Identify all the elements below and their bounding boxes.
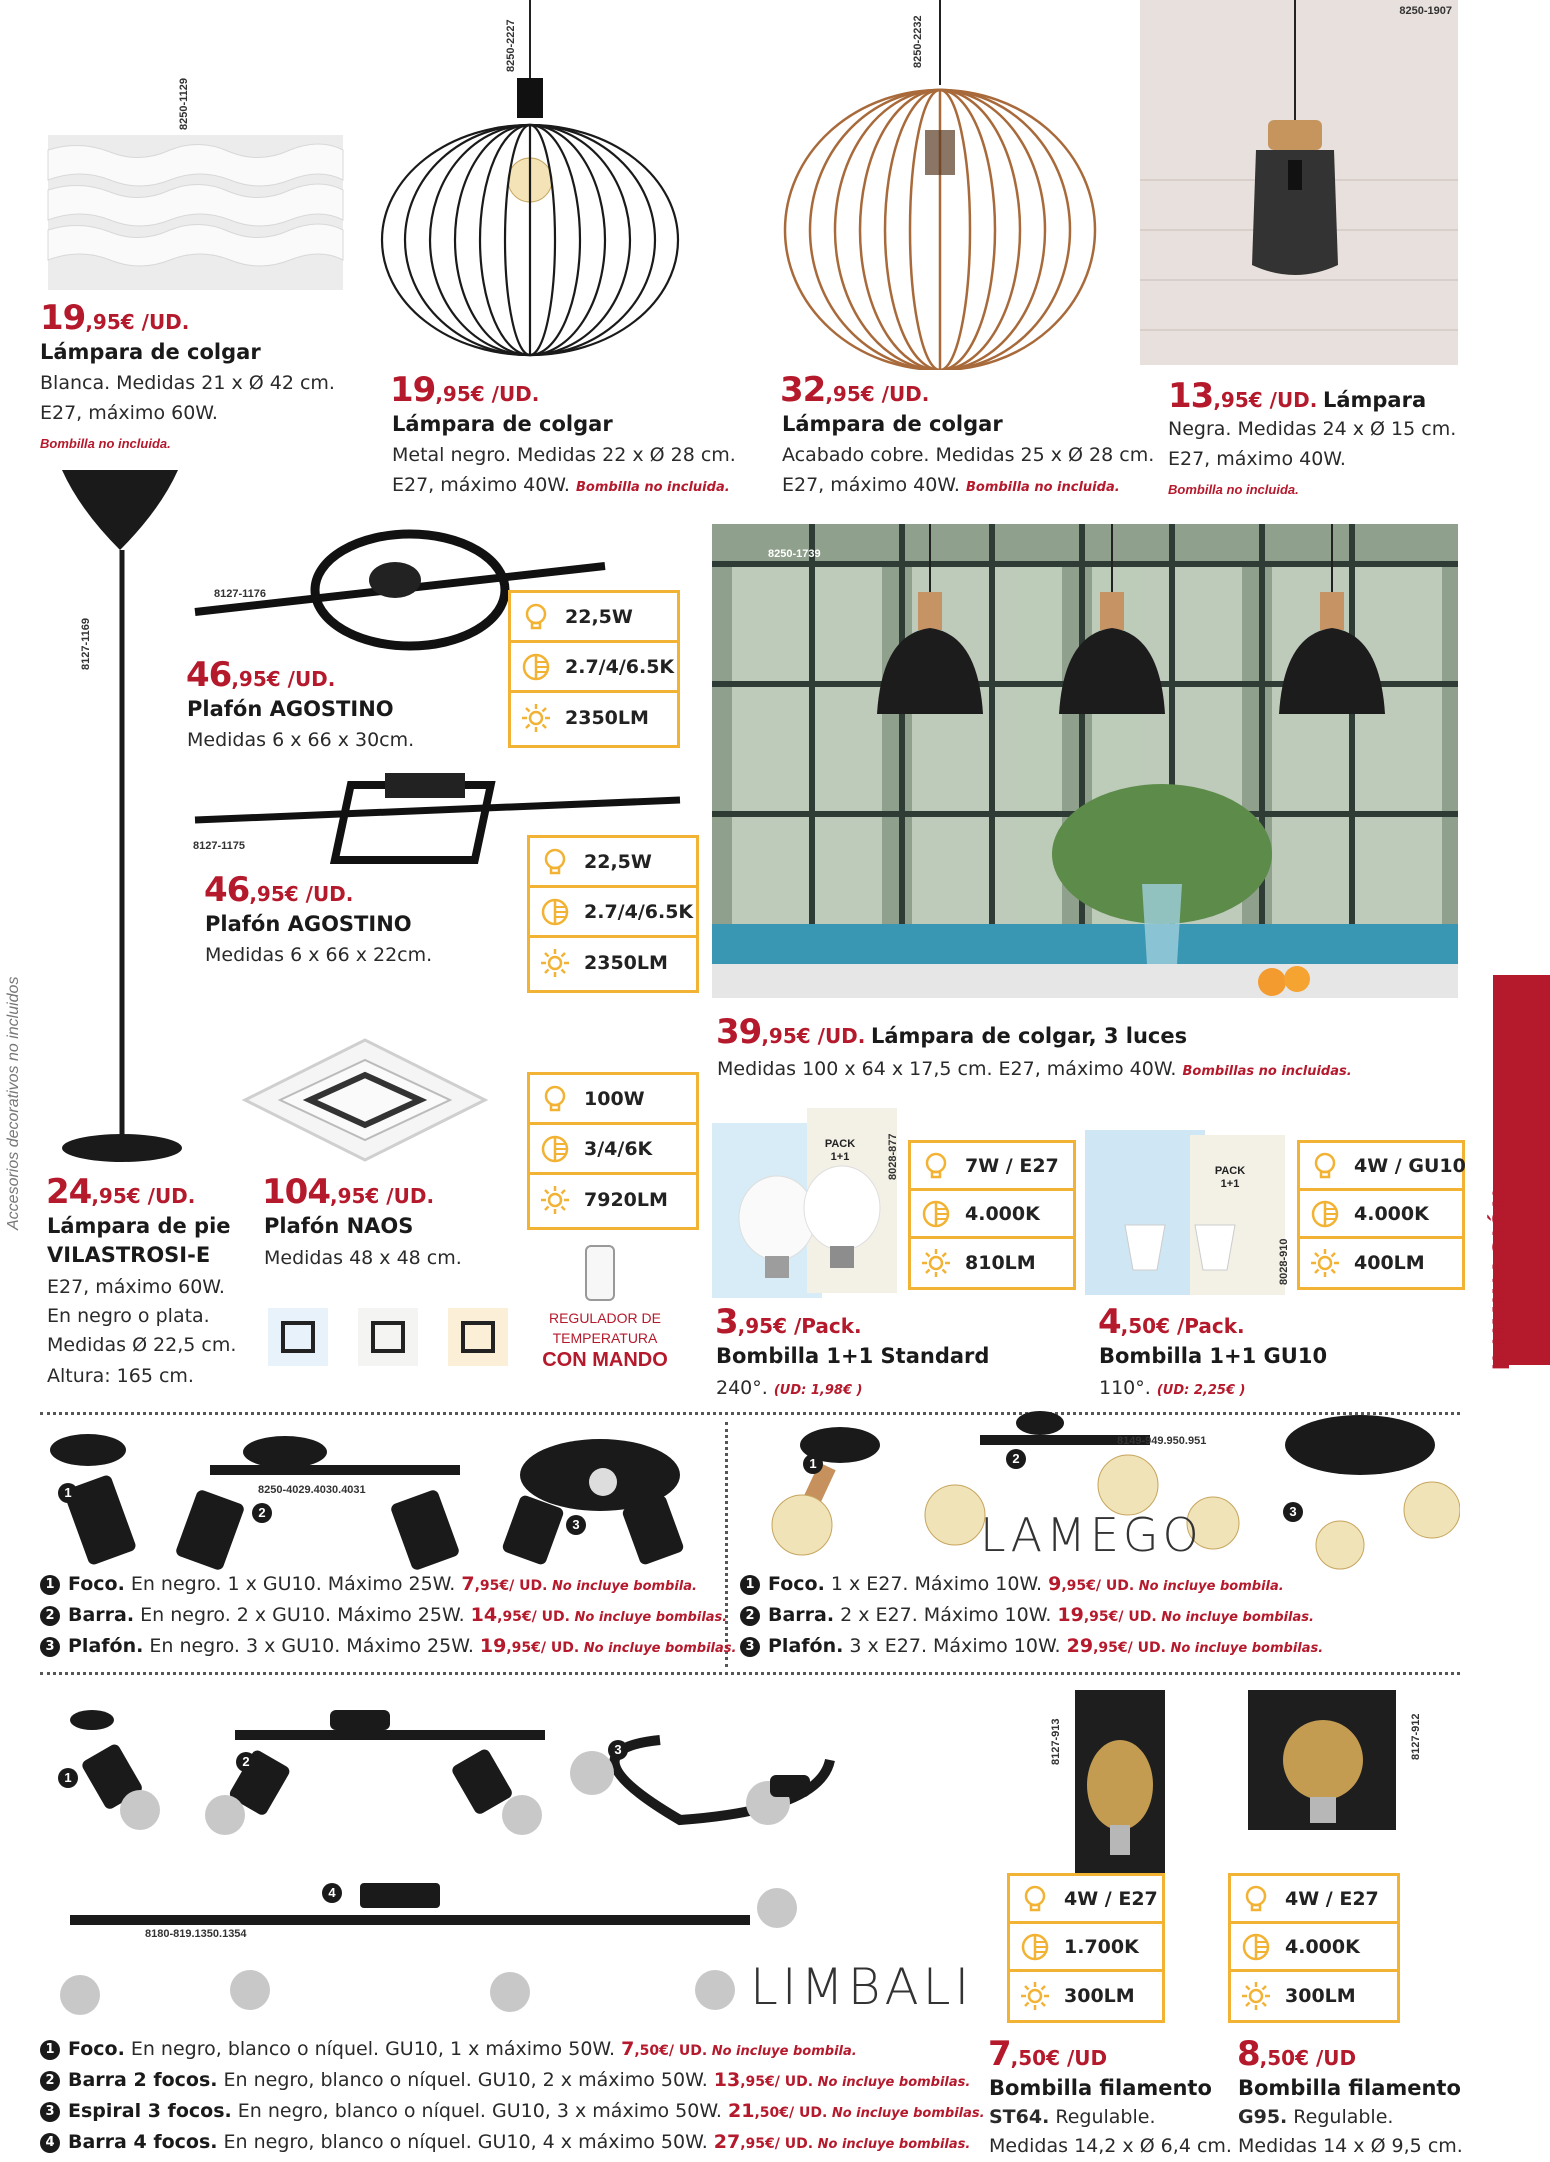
bulb-icon — [521, 602, 551, 632]
temperature-icon — [921, 1199, 951, 1229]
spec-kelvin: 2.7/4/6.5K — [584, 900, 694, 923]
white-pendant-image — [40, 130, 350, 295]
spec-kelvin: 1.700K — [1064, 1935, 1139, 1958]
remote-icon — [585, 1245, 615, 1301]
product-code: 8127-912 — [1410, 1713, 1422, 1760]
product-desc: 110°. (UD: 2,25€ ) — [1099, 1377, 1246, 1399]
sun-icon — [521, 703, 551, 733]
spec-watts: 100W — [584, 1087, 645, 1110]
filament-g95-box-image — [1245, 1685, 1400, 1835]
list-item: 2 Barra. 2 x E27. Máximo 10W. 19,95€/ UD. No incluye bombilas. — [740, 1604, 1314, 1626]
spec-box — [1007, 1873, 1165, 2023]
number-1-badge: 1 — [803, 1454, 823, 1474]
spec-lumens: 300LM — [1285, 1985, 1356, 2007]
spec-box — [1228, 1873, 1400, 2023]
product-desc: E27, máximo 40W. Bombilla no incluida. — [782, 474, 1120, 496]
list-item: 3 Plafón. 3 x E27. Máximo 10W. 29,95€/ UD. No incluye bombilas. — [740, 1635, 1323, 1657]
list-item: 2 Barra 2 focos. En negro, blanco o níquel. GU10, 2 x máximo 50W. 13,95€/ UD. No incluye bombilas. — [40, 2069, 970, 2091]
product-code: 8028-910 — [1278, 1238, 1290, 1285]
product-desc: E27, máximo 40W. — [1168, 448, 1346, 470]
bulb-icon — [1310, 1151, 1340, 1181]
sun-icon — [540, 1185, 570, 1215]
spec-lumens: 400LM — [1354, 1252, 1425, 1274]
product-code: 8127-1169 — [80, 618, 92, 670]
spec-box — [908, 1140, 1076, 1290]
bulb-icon — [1020, 1884, 1050, 1914]
product-code: 8250-2227 — [505, 19, 517, 72]
product-note: Bombilla no incluida. — [1168, 482, 1299, 497]
product-title: Plafón NAOS — [264, 1214, 414, 1238]
bulb-icon — [540, 1084, 570, 1114]
product-code: 8180-819.1350.1354 — [145, 1928, 247, 1940]
number-2-badge: 2 — [236, 1752, 256, 1772]
copper-pendant-image — [775, 0, 1150, 370]
product-code: 8250-1739 — [768, 548, 821, 560]
product-title: Lámpara de colgar — [392, 412, 613, 436]
sun-icon — [921, 1248, 951, 1278]
number-3-badge: 3 — [1283, 1502, 1303, 1522]
product-code: 8127-913 — [1050, 1718, 1062, 1765]
number-4-badge: 4 — [322, 1883, 342, 1903]
temperature-icon — [540, 1134, 570, 1164]
product-desc: 240°. (UD: 1,98€ ) — [716, 1377, 863, 1399]
temperature-icon — [1241, 1932, 1271, 1962]
spec-box — [527, 835, 699, 993]
product-note: Bombilla no incluida. — [40, 436, 171, 451]
number-1-badge: 1 — [58, 1483, 78, 1503]
product-desc: G95. Regulable. — [1238, 2106, 1394, 2128]
spec-lumens: 2350LM — [584, 952, 668, 974]
side-note: Accesorios decorativos no incluidos — [5, 976, 22, 1230]
product-desc: En negro o plata. — [47, 1305, 210, 1327]
spec-watts: 7W / E27 — [965, 1154, 1059, 1177]
product-desc: Blanca. Medidas 21 x Ø 42 cm. — [40, 372, 335, 394]
product-desc: ST64. Regulable. — [989, 2106, 1156, 2128]
spec-box — [527, 1072, 699, 1230]
product-title: Bombilla 1+1 Standard — [716, 1344, 990, 1368]
black-spots-image — [40, 1420, 700, 1570]
spec-kelvin: 4.000K — [1285, 1935, 1360, 1958]
product-desc: E27, máximo 40W. Bombilla no incluida. — [392, 474, 730, 496]
list-item: 1 Foco. 1 x E27. Máximo 10W. 9,95€/ UD. No incluye bombila. — [740, 1573, 1284, 1595]
spec-watts: 4W / E27 — [1064, 1887, 1158, 1910]
spec-kelvin: 4.000K — [1354, 1202, 1429, 1225]
temperature-icon — [521, 652, 551, 682]
price: 3,95€ /Pack. — [715, 1302, 862, 1342]
number-1-badge: 1 — [58, 1768, 78, 1788]
price: 19,95€ /UD. — [390, 370, 540, 410]
spec-box — [1297, 1140, 1465, 1290]
filament-st64-box-image — [1070, 1685, 1170, 1880]
product-code: 8028-877 — [887, 1133, 899, 1180]
product-code: 8250-4029.4030.4031 — [258, 1484, 366, 1496]
spec-watts: 4W / GU10 — [1354, 1154, 1466, 1177]
sun-icon — [1310, 1248, 1340, 1278]
number-3-badge: 3 — [608, 1740, 628, 1760]
product-desc: E27, máximo 60W. — [40, 402, 218, 424]
spec-lumens: 810LM — [965, 1252, 1036, 1274]
price: 19,95€ /UD. — [40, 298, 190, 338]
spec-watts: 4W / E27 — [1285, 1887, 1379, 1910]
product-desc: Medidas Ø 22,5 cm. — [47, 1334, 237, 1356]
product-desc: Metal negro. Medidas 22 x Ø 28 cm. — [392, 444, 736, 466]
product-desc: Medidas 6 x 66 x 30cm. — [187, 729, 415, 751]
product-code: 8127-1176 — [214, 588, 266, 600]
product-desc: Altura: 165 cm. — [47, 1365, 194, 1387]
spec-kelvin: 4.000K — [965, 1202, 1040, 1225]
product-code: 8250-1907 — [1399, 5, 1452, 17]
temperature-icon — [1020, 1932, 1050, 1962]
product-code: 8127-1175 — [193, 840, 245, 852]
price: 7,50€ /UD — [988, 2034, 1108, 2074]
spec-box — [508, 590, 680, 748]
pack-label: PACK 1+1 — [1214, 1165, 1246, 1190]
product-desc: Negra. Medidas 24 x Ø 15 cm. — [1168, 418, 1457, 440]
spec-watts: 22,5W — [584, 850, 652, 873]
price: 104,95€ /UD. — [262, 1172, 435, 1212]
product-desc: Acabado cobre. Medidas 25 x Ø 28 cm. — [782, 444, 1155, 466]
floor-lamp-image — [50, 470, 210, 1170]
product-code: 8250-2232 — [912, 15, 924, 68]
list-item: 2 Barra. En negro. 2 x GU10. Máximo 25W. 14,95€/ UD. No incluye bombilas. — [40, 1604, 727, 1626]
product-desc: Medidas 14 x Ø 9,5 cm. — [1238, 2135, 1463, 2157]
product-title: Lámpara de pie — [47, 1214, 231, 1238]
list-item: 3 Plafón. En negro. 3 x GU10. Máximo 25W. 19,95€/ UD. No incluye bombilas. — [40, 1635, 736, 1657]
sun-icon — [540, 948, 570, 978]
product-title: Lámpara de colgar — [782, 412, 1003, 436]
price: 24,95€ /UD. — [46, 1172, 196, 1212]
spec-watts: 22,5W — [565, 605, 633, 628]
separator — [725, 1422, 728, 1667]
sun-icon — [1241, 1981, 1271, 2011]
pack-label: PACK 1+1 — [824, 1138, 856, 1163]
spec-kelvin: 2.7/4/6.5K — [565, 655, 675, 678]
product-title: Lámpara de colgar — [40, 340, 261, 364]
list-item: 1 Foco. En negro, blanco o níquel. GU10, 1 x máximo 50W. 7,50€/ UD. No incluye bombila. — [40, 2038, 857, 2060]
price: 13,95€ /UD. Lámpara — [1168, 376, 1427, 416]
product-desc: Medidas 14,2 x Ø 6,4 cm. — [989, 2135, 1232, 2157]
bulb-standard-pack-image — [712, 1108, 902, 1298]
black-wire-pendant-image — [380, 0, 690, 370]
lamego-brand: LAMEGO — [980, 1508, 1203, 1562]
product-code: 8250-1129 — [178, 78, 190, 130]
price: 8,50€ /UD — [1237, 2034, 1357, 2074]
product-desc: E27, máximo 60W. — [47, 1276, 225, 1298]
bulb-icon — [1241, 1884, 1271, 1914]
list-item: 1 Foco. En negro. 1 x GU10. Máximo 25W. 7,95€/ UD. No incluye bombila. — [40, 1573, 697, 1595]
price: 4,50€ /Pack. — [1098, 1302, 1245, 1342]
product-desc: Medidas 6 x 66 x 22cm. — [205, 944, 433, 966]
bulb-icon — [540, 847, 570, 877]
number-2-badge: 2 — [252, 1503, 272, 1523]
product-title: Plafón AGOSTINO — [205, 912, 412, 936]
product-title: Plafón AGOSTINO — [187, 697, 394, 721]
spec-kelvin: 3/4/6K — [584, 1137, 653, 1160]
product-title: VILASTROSI-E — [47, 1243, 211, 1267]
product-desc: Medidas 48 x 48 cm. — [264, 1247, 462, 1269]
sun-icon — [1020, 1981, 1050, 2011]
plafon-naos-image — [235, 1035, 495, 1165]
price: 46,95€ /UD. — [186, 655, 336, 695]
bulb-icon — [921, 1151, 951, 1181]
product-title: Bombilla filamento — [989, 2076, 1212, 2100]
spec-lumens: 2350LM — [565, 707, 649, 729]
price: 46,95€ /UD. — [204, 870, 354, 910]
spec-lumens: 7920LM — [584, 1189, 668, 1211]
list-item: 4 Barra 4 focos. En negro, blanco o níquel. GU10, 4 x máximo 50W. 27,95€/ UD. No incluye bombilas. — [40, 2131, 970, 2153]
product-code: 8149-949.950.951 — [1117, 1435, 1207, 1447]
price: 32,95€ /UD. — [780, 370, 930, 410]
product-title: Bombilla 1+1 GU10 — [1099, 1344, 1328, 1368]
number-3-badge: 3 — [566, 1515, 586, 1535]
product-title: Bombilla filamento — [1238, 2076, 1461, 2100]
list-item: 3 Espiral 3 focos. En negro, blanco o níquel. GU10, 3 x máximo 50W. 21,50€/ UD. No incluye bombilas. — [40, 2100, 985, 2122]
bulb-gu10-pack-image — [1085, 1130, 1285, 1295]
regulador-label: REGULADOR DE TEMPERATURA CON MANDO — [542, 1310, 668, 1371]
number-2-badge: 2 — [1006, 1449, 1026, 1469]
spec-lumens: 300LM — [1064, 1985, 1135, 2007]
separator — [40, 1672, 1460, 1675]
product-desc: Medidas 100 x 64 x 17,5 cm. E27, máximo 40W. Bombillas no incluidas. — [717, 1058, 1352, 1080]
section-tab-label: ILUMINACIÓN — [1488, 1188, 1515, 1370]
temperature-icon — [1310, 1199, 1340, 1229]
black-cage-pendant-image — [1140, 0, 1458, 365]
three-lights-room-image — [712, 524, 1458, 998]
color-temp-swatches — [265, 1305, 520, 1375]
temperature-icon — [540, 897, 570, 927]
price: 39,95€ /UD. Lámpara de colgar, 3 luces — [716, 1012, 1188, 1052]
limbali-brand: LIMBALI — [750, 1958, 974, 2016]
